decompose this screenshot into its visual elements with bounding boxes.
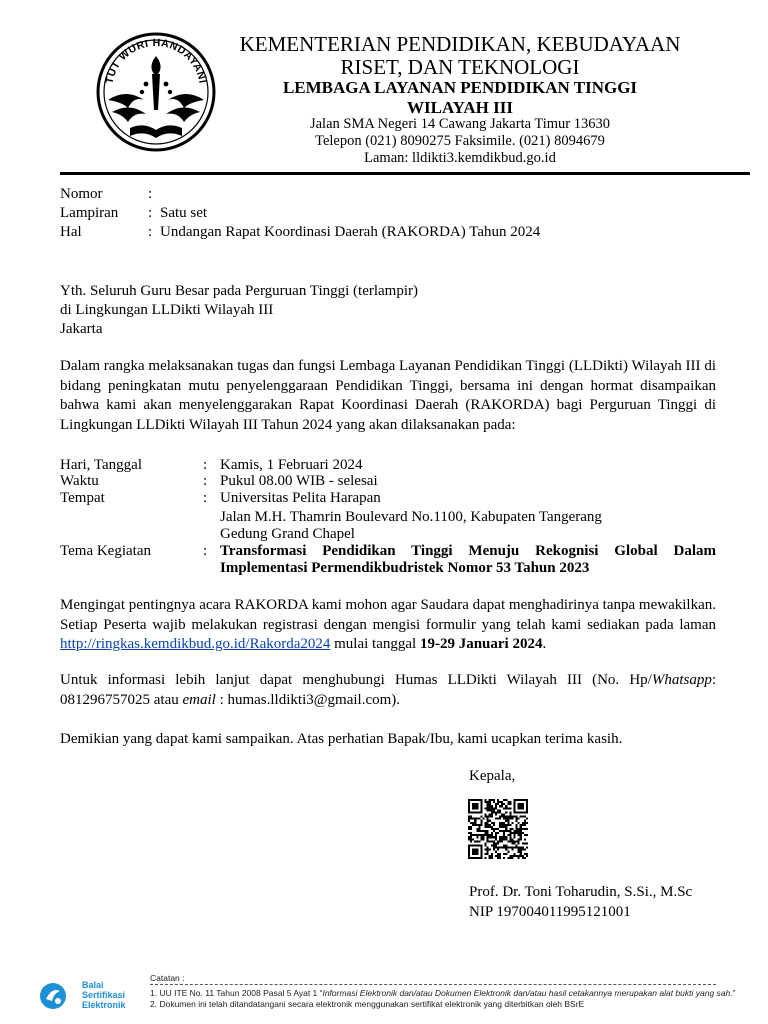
meta-nomor [60, 185, 160, 204]
footer-note-2: 2. Dokumen ini telah ditandatangani secara elektronik menggunakan sertifikat elektronik yang diterbitkan oleh BSrE [150, 999, 585, 1009]
waktu-label: Waktu [60, 473, 99, 489]
bsre-line3: Elektronik [82, 1000, 126, 1010]
colon: : [203, 473, 208, 489]
lampiran-value: Satu set [160, 205, 208, 221]
note1-quote: Informasi Elektronik dan/atau Dokumen Elektronik dan/atau hasil cetakannya merupakan alat bukti yang sah. [322, 988, 733, 998]
registration-paragraph [60, 596, 716, 655]
signatory-nip: NIP 197004011995121001 [469, 904, 631, 920]
contact-text-1: Untuk informasi lebih lanjut dapat menghubungi Humas LLDikti Wilayah III (No. Hp/ [60, 672, 652, 688]
closing-paragraph: Demikian yang dapat kami sampaikan. Atas perhatian Bapak/Ibu, kami ucapkan terima kasih. [60, 731, 623, 747]
hari-value: Kamis, 1 Februari 2024 [220, 457, 363, 473]
colon: : [148, 186, 153, 202]
emblem-motto: TUT WURI HANDAYANI [103, 36, 209, 85]
recipient-line1: Yth. Seluruh Guru Besar pada Perguruan Tinggi (terlampir) [60, 283, 419, 299]
registration-text-after-link: mulai tanggal [330, 636, 420, 652]
signatory-name: Prof. Dr. Toni Toharudin, S.Si., M.Sc [469, 884, 693, 900]
agency-phone: Telepon (021) 8090275 Faksimile. (021) 8094679 [315, 133, 605, 149]
contact-text-2: : 081296757025 atau [60, 672, 716, 708]
colon: : [203, 490, 208, 506]
tempat-line2: Jalan M.H. Thamrin Boulevard No.1100, Kabupaten Tangerang [220, 509, 602, 525]
colon: : [148, 224, 153, 240]
nomor-label: Nomor [60, 186, 103, 202]
intro-paragraph: Dalam rangka melaksanakan tugas dan fungsi Lembaga Layanan Pendidikan Tinggi (LLDikti) Wilayah III di bidang peningkatan mutu penyelenggaraan Pendidikan Tinggi, bersama ini dengan hormat disampaikan bahwa kami akan menyelenggarakan Rapat Koordinasi Daerah (RAKORDA) bagi Perguruan Tinggi di Lingkungan LLDikti Wilayah III Tahun 2024 yang akan dilaksanakan pada: [60, 358, 716, 433]
signature-title: Kepala, [469, 768, 516, 784]
colon: : [203, 457, 208, 473]
detail-tema [60, 543, 220, 560]
footer-divider [150, 984, 716, 985]
contact-whatsapp: Whatsapp [651, 672, 712, 688]
registration-dates: 19-29 Januari 2024 [419, 636, 543, 652]
bsre-logo-icon [38, 981, 68, 1011]
ministry-name-line1: KEMENTERIAN PENDIDIKAN, KEBUDAYAAN [239, 32, 681, 56]
note1-prefix: 1. UU ITE No. 11 Tahun 2008 Pasal 5 Ayat 1 “ [150, 988, 323, 998]
meta-lampiran [60, 204, 207, 223]
letterhead-divider [60, 172, 750, 175]
tema-label: Tema Kegiatan [60, 543, 151, 559]
meta-hal [60, 223, 540, 242]
ministry-name-line2: RISET, DAN TEKNOLOGI [340, 55, 580, 79]
hari-label: Hari, Tanggal [60, 457, 142, 473]
contact-paragraph [60, 671, 716, 710]
agency-address: Jalan SMA Negeri 14 Cawang Jakarta Timur 13630 [309, 116, 611, 132]
colon: : [148, 205, 153, 221]
tema-value: Transformasi Pendidikan Tinggi Menuju Rekognisi Global Dalam Implementasi Permendikbudristek Nomor 53 Tahun 2023 [220, 543, 716, 576]
agency-website: Laman: lldikti3.kemdikbud.go.id [364, 150, 556, 166]
tempat-line3: Gedung Grand Chapel [220, 526, 355, 542]
contact-email-label: email [182, 691, 216, 708]
detail-waktu [60, 473, 378, 490]
colon: : [203, 543, 208, 559]
agency-name-line2: WILAYAH III [407, 98, 513, 117]
agency-name-line1: LEMBAGA LAYANAN PENDIDIKAN TINGGI [282, 78, 638, 97]
qr-code-icon [468, 799, 528, 859]
bsre-line1: Balai [82, 980, 104, 990]
recipient-line2: di Lingkungan LLDikti Wilayah III [60, 302, 274, 318]
bsre-line2: Sertifikasi [82, 990, 126, 1000]
tut-wuri-handayani-emblem-icon [88, 26, 224, 164]
bsre-logo [38, 978, 142, 1012]
tempat-label: Tempat [60, 490, 105, 506]
hal-label: Hal [60, 224, 82, 240]
waktu-value: Pukul 08.00 WIB - selesai [220, 473, 378, 489]
detail-hari [60, 457, 362, 474]
catatan-label: Catatan : [150, 973, 185, 983]
recipient-line3: Jakarta [60, 321, 103, 337]
lampiran-label: Lampiran [60, 205, 119, 221]
contact-text-3: : humas.lldikti3@gmail.com). [215, 691, 401, 708]
registration-text: Mengingat pentingnya acara RAKORDA kami mohon agar Saudara dapat menghadirinya tanpa mewakilkan. Setiap Peserta wajib melakukan registrasi dengan mengisi formulir yang telah kami sediakan pada laman [60, 597, 716, 633]
registration-end: . [542, 636, 547, 652]
tempat-line1: Universitas Pelita Harapan [220, 490, 381, 506]
detail-tempat [60, 490, 381, 507]
hal-value: Undangan Rapat Koordinasi Daerah (RAKORDA) Tahun 2024 [160, 224, 541, 240]
footer-note-1 [150, 988, 735, 999]
registration-link[interactable]: http://ringkas.kemdikbud.go.id/Rakorda2024 [60, 636, 331, 652]
note1-suffix: ” [732, 988, 736, 998]
